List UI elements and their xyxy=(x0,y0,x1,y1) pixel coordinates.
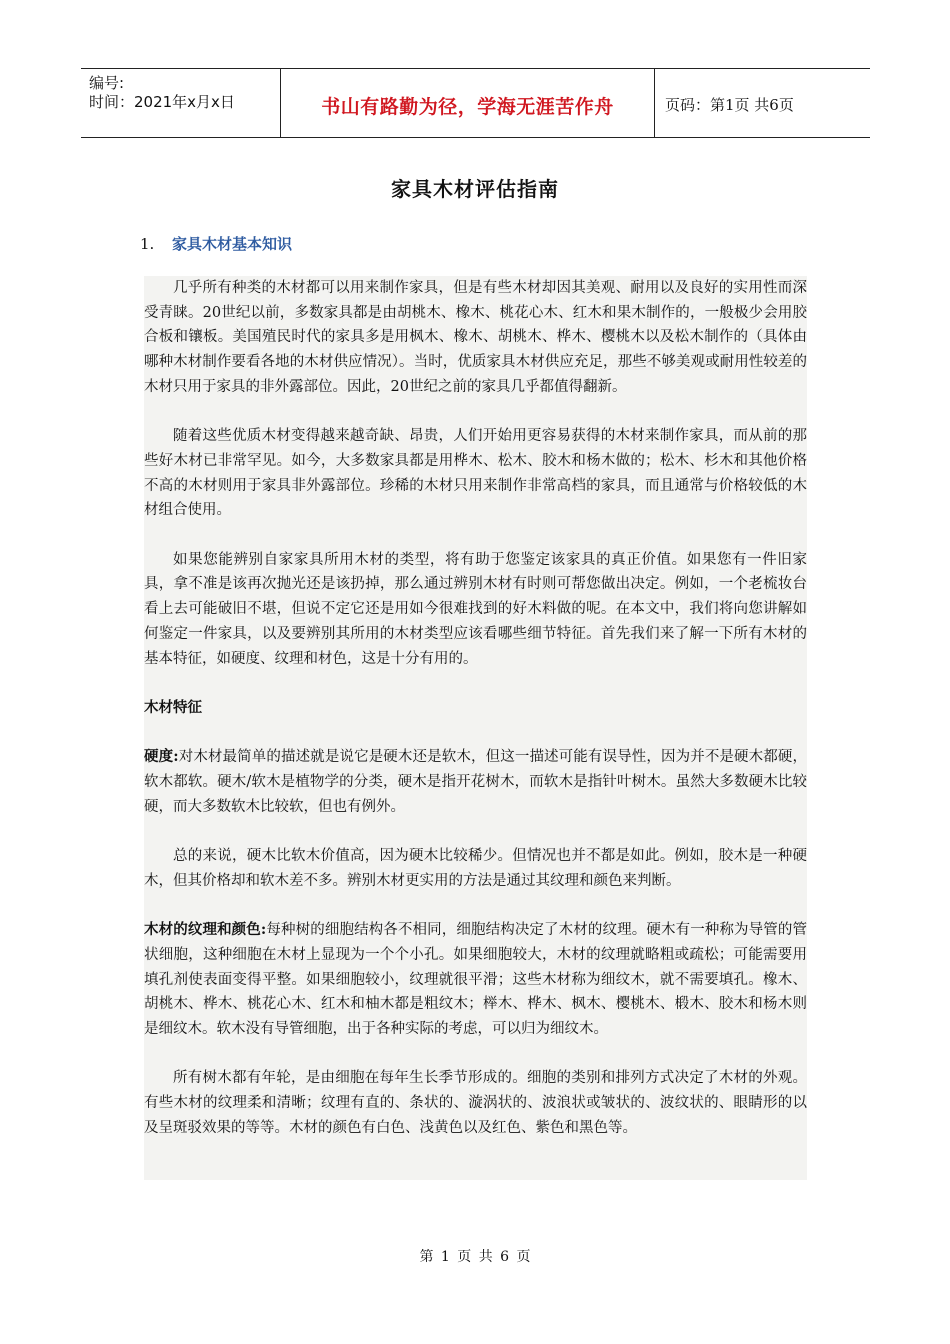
paragraph-2: 随着这些优质木材变得越来越奇缺、昂贵，人们开始用更容易获得的木材来制作家具，而从前的那些好木材已非常罕见。如今，大多数家具都是用桦木、松木、胶木和杨木做的；松木、杉木和其他价格不高的木材则用于家具非外露部位。珍稀的木材只用来制作非常高档的家具，而且通常与价格较低的木材组合使用。 xyxy=(144,428,807,519)
grain-color-label: 木材的纹理和颜色: xyxy=(144,921,267,939)
hardness-text: 对木材最简单的描述就是说它是硬木还是软木，但这一描述可能有误导性，因为并不是硬木都硬，软木都软。硬木/软木是植物学的分类，硬木是指开花树木，而软木是指针叶树木。虽然大多数硬木比较硬，而大多数软木比较软，但也有例外。 xyxy=(144,749,808,815)
content-area xyxy=(144,276,807,1180)
page-info: 页码：第1页 共6页 xyxy=(665,96,794,114)
paragraph-3: 如果您能辨别自家家具所用木材的类型，将有助于您鉴定该家具的真正价值。如果您有一件旧家具，拿不准是该再次抛光还是该扔掉，那么通过辨别木材有时则可帮您做出决定。例如，一个老梳妆台看上去可能破旧不堪，但说不定它还是用如今很难找到的好木料做的呢。在本文中，我们将向您讲解如何鉴定一件家具，以及要辨别其所用的木材类型应该看哪些细节特征。首先我们来了解一下所有木材的基本特征，如硬度、纹理和材色，这是十分有用的。 xyxy=(144,551,807,667)
hardness-label: 硬度: xyxy=(144,748,179,766)
motto: 书山有路勤为径，学海无涯苦作舟 xyxy=(321,96,614,118)
page-footer: 第 1 页 共 6 页 xyxy=(419,1249,531,1265)
time-label: 时间：2021年x月x日 xyxy=(89,93,235,111)
serial-label: 编号: xyxy=(89,74,125,92)
paragraph-7: 所有树木都有年轮，是由细胞在每年生长季节形成的。细胞的类别和排列方式决定了木材的外观。有些木材的纹理柔和清晰；纹理有直的、条状的、漩涡状的、波浪状或皱状的、波纹状的、眼睛形的以及呈斑驳效果的等等。木材的颜色有白色、浅黄色以及红色、紫色和黑色等。 xyxy=(144,1070,807,1136)
header-info-cell xyxy=(81,69,281,137)
section-number: 1. xyxy=(140,235,155,253)
document-header xyxy=(81,68,870,138)
section-title: 家具木材基本知识 xyxy=(172,235,293,253)
paragraph-grain-color xyxy=(144,918,807,1042)
header-page-cell xyxy=(655,69,870,137)
paragraph-5: 总的来说，硬木比软木价值高，因为硬木比较稀少。但情况也并不都是如此。例如，胶木是一种硬木，但其价格却和软木差不多。辨别木材更实用的方法是通过其纹理和颜色来判断。 xyxy=(144,848,807,889)
header-motto-cell xyxy=(281,69,655,137)
paragraph-hardness xyxy=(144,745,807,819)
section-heading xyxy=(140,233,292,254)
paragraph-1: 几乎所有种类的木材都可以用来制作家具，但是有些木材却因其美观、耐用以及良好的实用性而深受青睐。20世纪以前，多数家具都是由胡桃木、橡木、桃花心木、红木和果木制作的，一般极少会用胶合板和镶板。美国殖民时代的家具多是用枫木、橡木、胡桃木、桦木、樱桃木以及松木制作的（具体由哪种木材制作要看各地的木材供应情况）。当时，优质家具木材供应充足，那些不够美观或耐用性较差的木材只用于家具的非外露部位。因此，20世纪之前的家具几乎都值得翻新。 xyxy=(144,280,807,395)
sub-heading: 木材特征 xyxy=(144,698,202,716)
grain-color-text: 每种树的细胞结构各不相同，细胞结构决定了木材的纹理。硬木有一种称为导管的管状细胞，这种细胞在木材上显现为一个个小孔。如果细胞较大，木材的纹理就略粗或疏松；可能需要用填孔剂使表面变得平整。如果细胞较小，纹理就很平滑；这些木材称为细纹木，就不需要填孔。橡木、胡桃木、桦木、桃花心木、红木和柚木都是粗纹木；榉木、桦木、枫木、樱桃木、椴木、胶木和杨木则是细纹木。软木没有导管细胞，出于各种实际的考虑，可以归为细纹木。 xyxy=(144,922,807,1037)
document-title: 家具木材评估指南 xyxy=(391,177,559,201)
